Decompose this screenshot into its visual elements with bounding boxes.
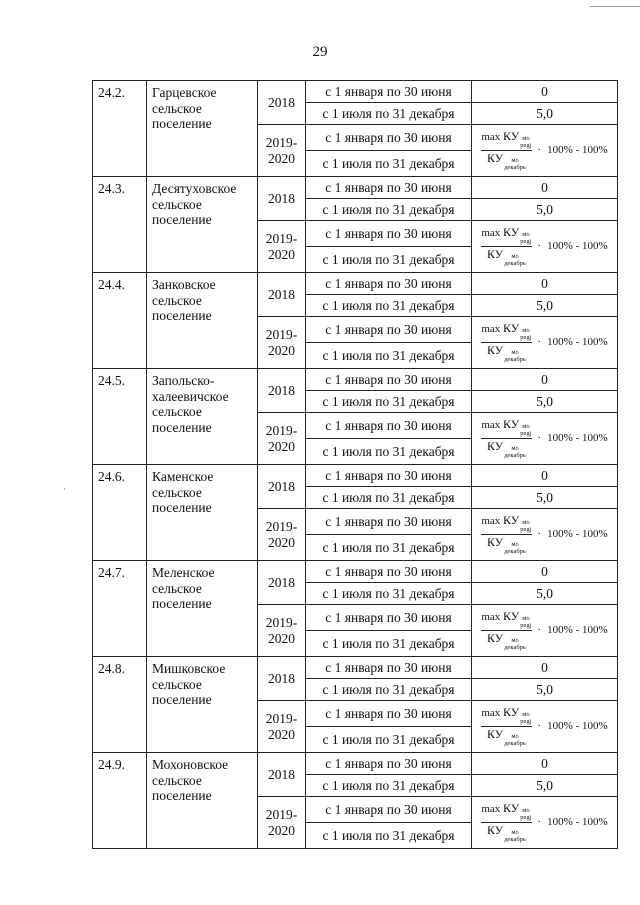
value-cell: 0 bbox=[472, 753, 618, 775]
formula-max: max bbox=[481, 803, 501, 815]
formula-ku: КУ bbox=[486, 343, 504, 357]
formula-cell bbox=[472, 221, 618, 273]
formula-fraction bbox=[481, 418, 531, 459]
formula-tail: 100% - 100% bbox=[547, 144, 608, 157]
period-cell: с 1 января по 30 июня bbox=[306, 605, 472, 631]
period-cell: с 1 июля по 31 декабря bbox=[306, 247, 472, 273]
value-cell: 5,0 bbox=[472, 679, 618, 701]
formula-sup: мо bbox=[522, 423, 530, 430]
row-number: 24.3. bbox=[93, 177, 147, 273]
row-number: 24.8. bbox=[93, 657, 147, 753]
tariff-table bbox=[92, 80, 618, 849]
settlement-name: Гарцевское сельское поселение bbox=[147, 81, 258, 177]
period-cell: с 1 июля по 31 декабря bbox=[306, 487, 472, 509]
formula-fraction bbox=[481, 226, 531, 267]
year-cell: 2019-2020 bbox=[258, 509, 306, 561]
tariff-formula bbox=[472, 223, 617, 271]
formula-fraction bbox=[481, 130, 531, 171]
settlement-name: Мохоновское сельское поселение bbox=[147, 753, 258, 849]
value-cell: 5,0 bbox=[472, 487, 618, 509]
period-cell: с 1 июля по 31 декабря bbox=[306, 631, 472, 657]
formula-sub: декабрь bbox=[504, 739, 526, 747]
year-cell: 2019-2020 bbox=[258, 317, 306, 369]
formula-numerator bbox=[481, 514, 531, 535]
tariff-table-body bbox=[93, 81, 618, 849]
formula-dot: · bbox=[537, 816, 542, 829]
formula-tail: 100% - 100% bbox=[547, 720, 608, 733]
settlement-name: Меленское сельское поселение bbox=[147, 561, 258, 657]
formula-sub: pegj bbox=[520, 813, 532, 821]
period-cell: с 1 января по 30 июня bbox=[306, 369, 472, 391]
formula-ku: КУ bbox=[503, 321, 520, 335]
formula-sub: декабрь bbox=[504, 643, 526, 651]
formula-dot: · bbox=[537, 240, 542, 253]
value-cell: 0 bbox=[472, 561, 618, 583]
formula-denominator bbox=[487, 823, 526, 843]
formula-max: max bbox=[481, 515, 501, 527]
formula-sub: декабрь bbox=[504, 547, 526, 555]
formula-fraction bbox=[481, 706, 531, 747]
formula-numerator bbox=[481, 226, 531, 247]
year-cell: 2018 bbox=[258, 273, 306, 317]
formula-sub: pegj bbox=[520, 429, 532, 437]
formula-ku: КУ bbox=[486, 823, 504, 837]
formula-sup: мо bbox=[522, 231, 530, 238]
formula-sup: мо bbox=[511, 349, 519, 356]
period-cell: с 1 января по 30 июня bbox=[306, 273, 472, 295]
formula-sup: мо bbox=[511, 253, 519, 260]
formula-max: max bbox=[481, 611, 501, 623]
row-number: 24.4. bbox=[93, 273, 147, 369]
period-cell: с 1 июля по 31 декабря bbox=[306, 823, 472, 849]
formula-tail: 100% - 100% bbox=[547, 624, 608, 637]
year-cell: 2018 bbox=[258, 81, 306, 125]
value-cell: 5,0 bbox=[472, 295, 618, 317]
formula-sub: декабрь bbox=[504, 163, 526, 171]
period-cell: с 1 июля по 31 декабря bbox=[306, 295, 472, 317]
formula-denominator bbox=[487, 727, 526, 747]
settlement-name: Занковское сельское поселение bbox=[147, 273, 258, 369]
settlement-name: Десятуховское сельское поселение bbox=[147, 177, 258, 273]
period-cell: с 1 июля по 31 декабря bbox=[306, 727, 472, 753]
formula-sup: мо bbox=[522, 711, 530, 718]
formula-fraction bbox=[481, 514, 531, 555]
settlement-name: Каменское сельское поселение bbox=[147, 465, 258, 561]
formula-denominator bbox=[487, 535, 526, 555]
table-row bbox=[93, 657, 618, 679]
formula-fraction bbox=[481, 610, 531, 651]
period-cell: с 1 июля по 31 декабря bbox=[306, 151, 472, 177]
formula-dot: · bbox=[537, 432, 542, 445]
formula-numerator bbox=[481, 706, 531, 727]
formula-ku: КУ bbox=[503, 129, 520, 143]
value-cell: 0 bbox=[472, 657, 618, 679]
formula-cell bbox=[472, 605, 618, 657]
tariff-formula bbox=[472, 319, 617, 367]
formula-max: max bbox=[481, 227, 501, 239]
formula-sup: мо bbox=[511, 541, 519, 548]
period-cell: с 1 июля по 31 декабря bbox=[306, 103, 472, 125]
row-number: 24.7. bbox=[93, 561, 147, 657]
formula-cell bbox=[472, 509, 618, 561]
formula-max: max bbox=[481, 707, 501, 719]
formula-sub: pegj bbox=[520, 717, 532, 725]
formula-dot: · bbox=[537, 144, 542, 157]
page-number: 29 bbox=[312, 44, 328, 60]
tariff-formula bbox=[472, 415, 617, 463]
formula-ku: КУ bbox=[503, 417, 520, 431]
period-cell: с 1 июля по 31 декабря bbox=[306, 535, 472, 561]
year-cell: 2018 bbox=[258, 561, 306, 605]
formula-tail: 100% - 100% bbox=[547, 240, 608, 253]
formula-dot: · bbox=[537, 336, 542, 349]
formula-dot: · bbox=[537, 720, 542, 733]
settlement-name: Мишковское сельское поселение bbox=[147, 657, 258, 753]
year-cell: 2019-2020 bbox=[258, 797, 306, 849]
formula-ku: КУ bbox=[503, 801, 520, 815]
period-cell: с 1 июля по 31 декабря bbox=[306, 775, 472, 797]
formula-dot: · bbox=[537, 624, 542, 637]
period-cell: с 1 июля по 31 декабря bbox=[306, 199, 472, 221]
formula-sup: мо bbox=[511, 157, 519, 164]
formula-max: max bbox=[481, 131, 501, 143]
table-row bbox=[93, 465, 618, 487]
formula-tail: 100% - 100% bbox=[547, 432, 608, 445]
formula-tail: 100% - 100% bbox=[547, 816, 608, 829]
value-cell: 0 bbox=[472, 273, 618, 295]
formula-cell bbox=[472, 701, 618, 753]
period-cell: с 1 января по 30 июня bbox=[306, 657, 472, 679]
formula-sup: мо bbox=[511, 637, 519, 644]
value-cell: 5,0 bbox=[472, 775, 618, 797]
period-cell: с 1 июля по 31 декабря bbox=[306, 439, 472, 465]
tariff-formula bbox=[472, 511, 617, 559]
value-cell: 0 bbox=[472, 465, 618, 487]
period-cell: с 1 января по 30 июня bbox=[306, 465, 472, 487]
formula-sub: pegj bbox=[520, 333, 532, 341]
settlement-name: Запольско-халеевичское сельское поселение bbox=[147, 369, 258, 465]
formula-denominator bbox=[487, 151, 526, 171]
period-cell: с 1 января по 30 июня bbox=[306, 509, 472, 535]
period-cell: с 1 января по 30 июня bbox=[306, 125, 472, 151]
formula-sup: мо bbox=[522, 615, 530, 622]
period-cell: с 1 января по 30 июня bbox=[306, 753, 472, 775]
row-number: 24.2. bbox=[93, 81, 147, 177]
formula-sub: pegj bbox=[520, 237, 532, 245]
formula-sub: pegj bbox=[520, 141, 532, 149]
year-cell: 2018 bbox=[258, 177, 306, 221]
tariff-formula bbox=[472, 607, 617, 655]
formula-numerator bbox=[481, 610, 531, 631]
formula-fraction bbox=[481, 322, 531, 363]
table-row bbox=[93, 753, 618, 775]
formula-sub: pegj bbox=[520, 621, 532, 629]
period-cell: с 1 июля по 31 декабря bbox=[306, 679, 472, 701]
formula-ku: КУ bbox=[486, 727, 504, 741]
formula-numerator bbox=[481, 130, 531, 151]
period-cell: с 1 июля по 31 декабря bbox=[306, 343, 472, 369]
table-row bbox=[93, 561, 618, 583]
formula-ku: КУ bbox=[503, 513, 520, 527]
formula-max: max bbox=[481, 419, 501, 431]
tariff-formula bbox=[472, 799, 617, 847]
formula-sup: мо bbox=[522, 519, 530, 526]
period-cell: с 1 января по 30 июня bbox=[306, 561, 472, 583]
year-cell: 2019-2020 bbox=[258, 605, 306, 657]
formula-ku: КУ bbox=[486, 535, 504, 549]
formula-denominator bbox=[487, 631, 526, 651]
value-cell: 5,0 bbox=[472, 583, 618, 605]
formula-fraction bbox=[481, 802, 531, 843]
year-cell: 2018 bbox=[258, 369, 306, 413]
period-cell: с 1 января по 30 июня bbox=[306, 221, 472, 247]
formula-denominator bbox=[487, 247, 526, 267]
tariff-formula bbox=[472, 127, 617, 175]
top-rule bbox=[590, 6, 640, 7]
formula-cell bbox=[472, 797, 618, 849]
formula-sup: мо bbox=[511, 445, 519, 452]
formula-cell bbox=[472, 125, 618, 177]
period-cell: с 1 января по 30 июня bbox=[306, 797, 472, 823]
value-cell: 5,0 bbox=[472, 199, 618, 221]
formula-dot: · bbox=[537, 528, 542, 541]
formula-sup: мо bbox=[522, 327, 530, 334]
table-row bbox=[93, 273, 618, 295]
formula-ku: КУ bbox=[486, 439, 504, 453]
year-cell: 2018 bbox=[258, 753, 306, 797]
formula-sub: декабрь bbox=[504, 835, 526, 843]
formula-ku: КУ bbox=[503, 705, 520, 719]
value-cell: 0 bbox=[472, 369, 618, 391]
formula-sub: декабрь bbox=[504, 355, 526, 363]
year-cell: 2019-2020 bbox=[258, 125, 306, 177]
formula-sup: мо bbox=[511, 733, 519, 740]
period-cell: с 1 января по 30 июня bbox=[306, 177, 472, 199]
period-cell: с 1 января по 30 июня bbox=[306, 317, 472, 343]
formula-denominator bbox=[487, 439, 526, 459]
formula-ku: КУ bbox=[503, 225, 520, 239]
period-cell: с 1 июля по 31 декабря bbox=[306, 583, 472, 605]
value-cell: 0 bbox=[472, 177, 618, 199]
formula-numerator bbox=[481, 322, 531, 343]
formula-max: max bbox=[481, 323, 501, 335]
period-cell: с 1 января по 30 июня bbox=[306, 701, 472, 727]
margin-mark: · bbox=[63, 484, 66, 494]
formula-ku: КУ bbox=[503, 609, 520, 623]
year-cell: 2019-2020 bbox=[258, 221, 306, 273]
table-row bbox=[93, 177, 618, 199]
formula-sub: декабрь bbox=[504, 259, 526, 267]
formula-sub: декабрь bbox=[504, 451, 526, 459]
formula-ku: КУ bbox=[486, 151, 504, 165]
formula-numerator bbox=[481, 418, 531, 439]
formula-ku: КУ bbox=[486, 247, 504, 261]
formula-denominator bbox=[487, 343, 526, 363]
formula-sup: мо bbox=[522, 135, 530, 142]
formula-sup: мо bbox=[522, 807, 530, 814]
period-cell: с 1 июля по 31 декабря bbox=[306, 391, 472, 413]
formula-tail: 100% - 100% bbox=[547, 336, 608, 349]
year-cell: 2018 bbox=[258, 465, 306, 509]
formula-cell bbox=[472, 317, 618, 369]
formula-ku: КУ bbox=[486, 631, 504, 645]
row-number: 24.6. bbox=[93, 465, 147, 561]
period-cell: с 1 января по 30 июня bbox=[306, 81, 472, 103]
table-row bbox=[93, 369, 618, 391]
value-cell: 0 bbox=[472, 81, 618, 103]
year-cell: 2019-2020 bbox=[258, 413, 306, 465]
tariff-formula bbox=[472, 703, 617, 751]
year-cell: 2018 bbox=[258, 657, 306, 701]
formula-numerator bbox=[481, 802, 531, 823]
period-cell: с 1 января по 30 июня bbox=[306, 413, 472, 439]
formula-cell bbox=[472, 413, 618, 465]
value-cell: 5,0 bbox=[472, 103, 618, 125]
table-row bbox=[93, 81, 618, 103]
formula-sub: pegj bbox=[520, 525, 532, 533]
row-number: 24.9. bbox=[93, 753, 147, 849]
value-cell: 5,0 bbox=[472, 391, 618, 413]
formula-sup: мо bbox=[511, 829, 519, 836]
formula-tail: 100% - 100% bbox=[547, 528, 608, 541]
year-cell: 2019-2020 bbox=[258, 701, 306, 753]
row-number: 24.5. bbox=[93, 369, 147, 465]
